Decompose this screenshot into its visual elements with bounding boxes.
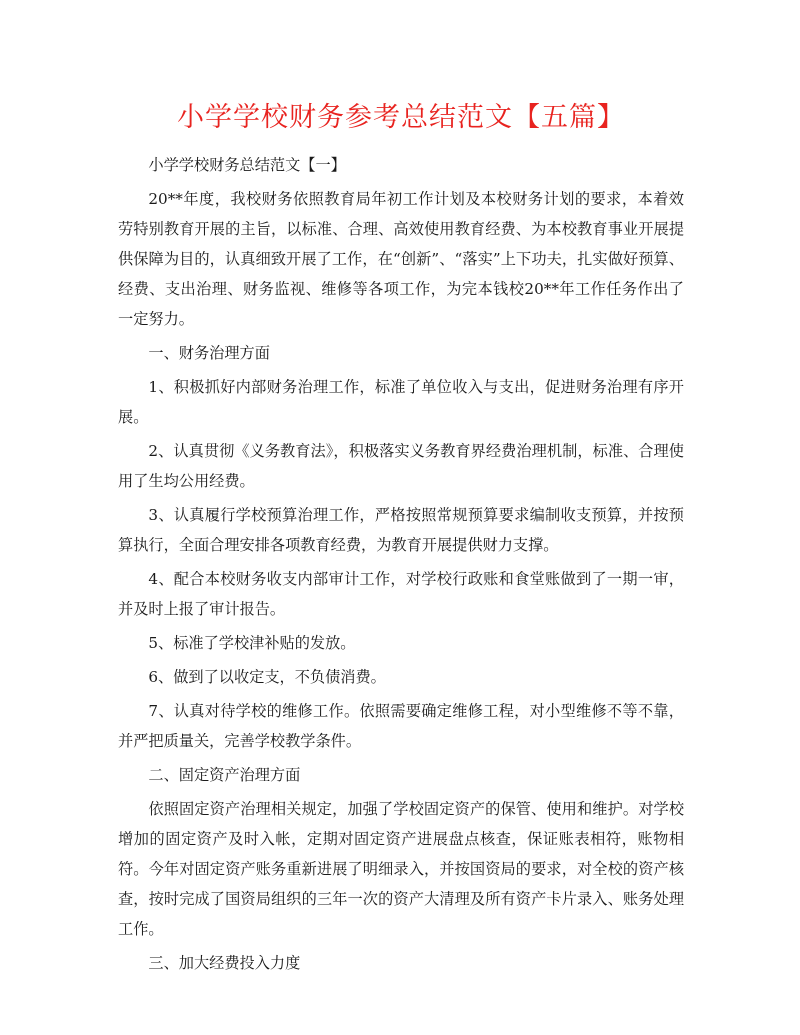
list-item: 2、认真贯彻《义务教育法》，积极落实义务教育界经费治理机制，标准、合理使用了生均公用经费。 [118,442,684,490]
section-subtitle: 小学学校财务总结范文【一】 [148,156,346,174]
list-item: 3、认真履行学校预算治理工作，严格按照常规预算要求编制收支预算，并按预算执行，全面合理安排各项教育经费，为教育开展提供财力支撑。 [118,506,684,554]
paragraph: 依照固定资产治理相关规定，加强了学校固定资产的保管、使用和维护。对学校增加的固定资产及时入帐，定期对固定资产进展盘点核查，保证账表相符，账物相符。今年对固定资产账务重新进展了明细录入，并按国资局的要求，对全校的资产核查，按时完成了国资局组织的三年一次的资产大清理及所有资产卡片录入、账务处理工作。 [118,800,684,938]
section-heading: 二、固定资产治理方面 [148,766,301,784]
paragraph: 20**年度，我校财务依照教育局年初工作计划及本校财务计划的要求，本着效劳特别教育开展的主旨，以标准、合理、高效使用教育经费、为本校教育事业开展提供保障为目的，认真细致开展了工作，在“创新”、“落实”上下功夫，扎实做好预算、经费、支出治理、财务监视、维修等各项工作，为完本钱校20**年工作任务作出了一定努力。 [118,190,684,328]
section-heading: 三、加大经费投入力度 [148,954,301,972]
list-item: 5、标准了学校津补贴的发放。 [148,634,356,652]
list-item: 6、做到了以收定支，不负债消费。 [148,668,386,686]
list-item: 1、积极抓好内部财务治理工作，标准了单位收入与支出，促进财务治理有序开展。 [118,378,684,426]
list-item: 7、认真对待学校的维修工作。依照需要确定维修工程，对小型维修不等不靠，并严把质量关，完善学校教学条件。 [118,702,684,750]
list-item: 4、配合本校财务收支内部审计工作，对学校行政账和食堂账做到了一期一审，并及时上报了审计报告。 [118,570,684,618]
document-title: 小学学校财务参考总结范文【五篇】 [177,102,625,133]
document-page [118,98,684,982]
section-heading: 一、财务治理方面 [148,344,270,362]
